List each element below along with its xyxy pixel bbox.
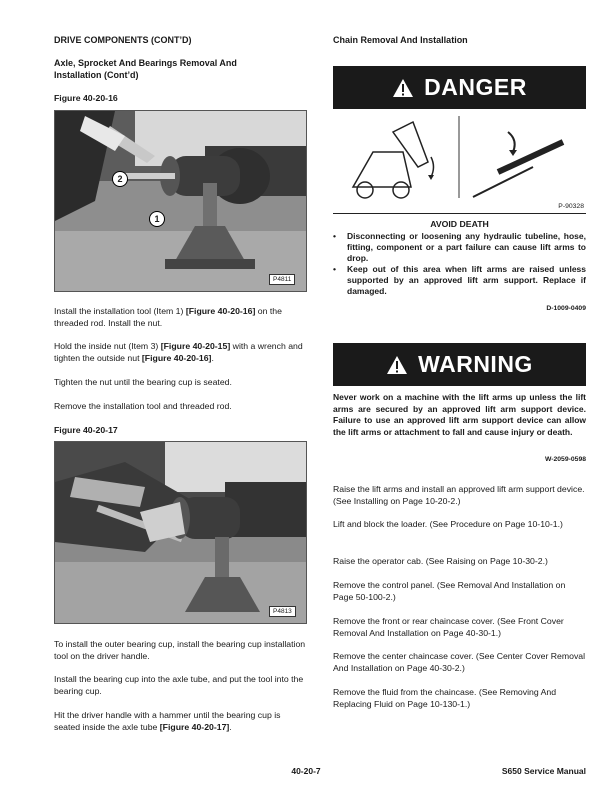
step-raise-cab: Raise the operator cab. (See Raising on Page 10-30-2.) (333, 556, 548, 566)
callout-2: 2 (112, 171, 128, 187)
figure-reference: [Figure 40-20-15] (160, 341, 231, 351)
paragraph-install-cup: Install the bearing cup into the axle tube, and put the tool into the bearing cup. (54, 674, 304, 696)
step-lift-block: Lift and block the loader. (See Procedure on Page 10-10-1.) (333, 519, 563, 529)
danger-banner (333, 66, 586, 109)
paragraph-install-tool: Install the installation tool (Item 1) [Figure 40-20-16] on the threaded rod. Install the nut. (54, 306, 282, 328)
danger-heading: AVOID DEATH (430, 219, 489, 229)
subsection-title: Axle, Sprocket And Bearings Removal And Installation (Cont’d) (54, 58, 237, 80)
axle-installation-tool-illustration (55, 111, 306, 291)
step-remove-chaincase-cover: Remove the front or rear chaincase cover. (See Front Cover Removal And Installation on Page 40-30-1.) (333, 616, 564, 638)
danger-bullet: • Keep out of this area when lift arms are raised unless supported by an approved lift arm support. Replace if damaged. (333, 264, 586, 297)
paragraph-tighten-nut: Tighten the nut until the bearing cup is seated. (54, 377, 232, 387)
danger-divider (333, 213, 586, 214)
figure-40-20-16-label: Figure 40-20-16 (54, 93, 118, 103)
photo-code: P4813 (269, 606, 296, 617)
photo-code: P4811 (269, 274, 295, 285)
figure-reference: [Figure 40-20-16] (141, 352, 212, 363)
paragraph-outer-cup: To install the outer bearing cup, install the bearing cup installation tool on the driver handle. (54, 639, 306, 661)
paragraph-hit-handle: Hit the driver handle with a hammer until the bearing cup is seated inside the axle tube [Figure 40-20-17]. (54, 710, 281, 732)
step-remove-center-cover: Remove the center chaincase cover. (See Center Cover Removal And Installation on Page 40-30-2.) (333, 651, 586, 673)
section-title: DRIVE COMPONENTS (CONT’D) (54, 35, 192, 45)
callout-1: 1 (149, 211, 165, 227)
step-remove-fluid: Remove the fluid from the chaincase. (See Removing And Replacing Fluid on Page 10-130-1.) (333, 687, 557, 709)
danger-image-code: P-90328 (558, 203, 584, 210)
bearing-cup-installation-illustration (55, 442, 306, 623)
warning-banner (333, 343, 586, 386)
lift-arm-crush-hazard-icon (333, 112, 586, 212)
danger-bullet: • Disconnecting or loosening any hydraulic tubeline, hose, fitting, component or a part failure can cause lift arms to drop. (333, 231, 586, 264)
danger-pictogram (333, 112, 586, 212)
warning-triangle-icon (386, 355, 408, 375)
danger-bullets (333, 231, 586, 297)
step-raise-lift-arms: Raise the lift arms and install an approved lift arm support device. (See Installing on Page 10-20-2.) (333, 484, 585, 506)
warning-code: W-2059-0598 (544, 456, 586, 463)
page-number: 40-20-7 (291, 766, 321, 776)
danger-code: D-1009-0409 (546, 305, 586, 312)
paragraph-remove-tool: Remove the installation tool and threaded rod. (54, 401, 232, 411)
warning-text: Never work on a machine with the lift arms up unless the lift arms are secured by an approved lift arm support device. Failure to use an approved lift arm support device can allow the lift arms or attachment to fall and cause injury or death. (333, 392, 586, 437)
figure-40-20-17-photo (54, 441, 307, 624)
figure-reference: [Figure 40-20-16] (185, 306, 256, 316)
figure-reference: [Figure 40-20-17] (159, 721, 230, 732)
chain-section-title: Chain Removal And Installation (333, 35, 468, 45)
paragraph-hold-nut: Hold the inside nut (Item 3) [Figure 40-20-15] with a wrench and tighten the outside nut [Figure 40-20-16]. (54, 341, 303, 363)
warning-triangle-icon (392, 78, 414, 98)
warning-word: WARNING (418, 351, 533, 377)
step-remove-control-panel: Remove the control panel. (See Removal And Installation on Page 50-100-2.) (333, 580, 566, 602)
manual-title: S650 Service Manual (501, 766, 586, 776)
danger-word: DANGER (424, 74, 527, 100)
figure-40-20-16-photo (54, 110, 307, 292)
figure-40-20-17-label: Figure 40-20-17 (54, 425, 118, 435)
